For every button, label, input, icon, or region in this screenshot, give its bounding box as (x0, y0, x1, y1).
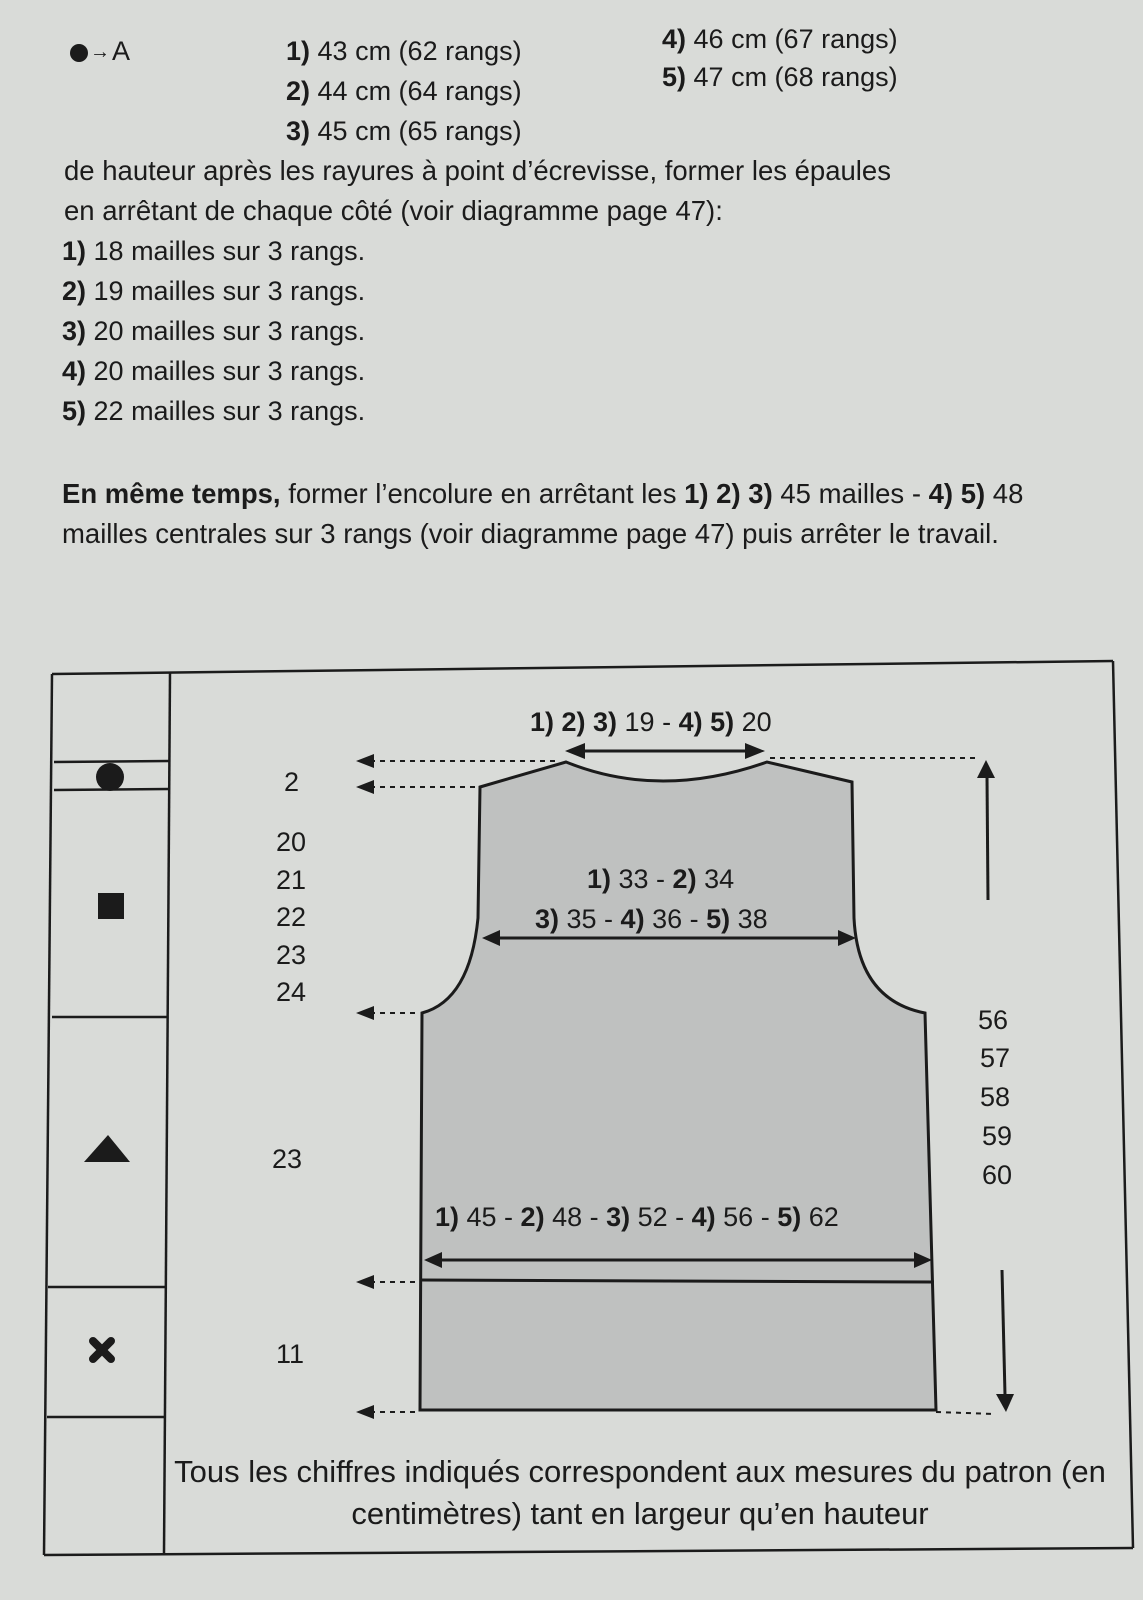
cross-symbol-icon (93, 1341, 111, 1359)
bottom-width-label: 1) 45 - 2) 48 - 3) 52 - 4) 56 - 5) 62 (435, 1202, 839, 1232)
size-3: 3) 45 cm (65 rangs) (286, 116, 522, 146)
neck-width-label: 1) 2) 3) 19 - 4) 5) 20 (530, 707, 772, 737)
rib-line (421, 1280, 934, 1282)
total-height-2: 57 (980, 1043, 1011, 1073)
bullet-arrow-label: →A (70, 36, 130, 67)
intro-line-2: en arrêtant de chaque côté (voir diagramme page 47): (64, 195, 723, 226)
garment-shape (420, 762, 936, 1410)
height-arrow-top (987, 776, 988, 900)
shoulder-5: 5) 22 mailles sur 3 rangs. (62, 396, 366, 426)
size-2: 2) 44 cm (64 rangs) (286, 76, 522, 106)
total-height-3: 58 (980, 1082, 1011, 1112)
size-1: 1) 43 cm (62 rangs) (286, 36, 522, 66)
intro-line-1: de hauteur après les rayures à point d’écrevisse, former les épaules (64, 155, 891, 186)
body-height-label: 23 (272, 1144, 303, 1174)
height-arrow-bottom (1002, 1270, 1005, 1395)
shoulder-3: 3) 20 mailles sur 3 rangs. (62, 316, 366, 346)
square-symbol-icon (98, 893, 124, 919)
shoulder-2: 2) 19 mailles sur 3 rangs. (62, 276, 366, 306)
arrow-right-icon: → (90, 41, 110, 64)
neck-height-label: 2 (284, 767, 300, 797)
size-4: 4) 46 cm (67 rangs) (662, 24, 898, 54)
rib-height-label: 11 (276, 1339, 305, 1369)
neckline-paragraph: En même temps, former l’encolure en arrêtant les 1) 2) 3) 45 mailles - 4) 5) 48 mailles centrales sur 3 rangs (voir diagramme page 47) puis arrêter le travail. (62, 478, 1024, 549)
armhole-height-2: 21 (276, 865, 307, 895)
diagram-caption: Tous les chiffres indiqués correspondent aux mesures du patron (en centimètres) tant en largeur qu’en hauteur (174, 1454, 1106, 1531)
triangle-symbol-icon (84, 1135, 130, 1162)
shoulder-4: 4) 20 mailles sur 3 rangs. (62, 356, 366, 386)
left-arrowheads (356, 754, 374, 1419)
total-height-4: 59 (982, 1121, 1013, 1151)
chest-width-label-2: 3) 35 - 4) 36 - 5) 38 (535, 904, 768, 934)
total-height-1: 56 (978, 1005, 1009, 1035)
armhole-height-3: 22 (276, 902, 307, 932)
armhole-height-4: 23 (276, 940, 307, 970)
size-5: 5) 47 cm (68 rangs) (662, 62, 898, 92)
chest-width-label-1: 1) 33 - 2) 34 (587, 864, 735, 894)
shoulder-1: 1) 18 mailles sur 3 rangs. (62, 236, 366, 266)
total-height-5: 60 (982, 1160, 1013, 1190)
armhole-height-1: 20 (276, 827, 307, 857)
dot-symbol-icon (96, 763, 124, 791)
armhole-height-5: 24 (276, 977, 307, 1007)
